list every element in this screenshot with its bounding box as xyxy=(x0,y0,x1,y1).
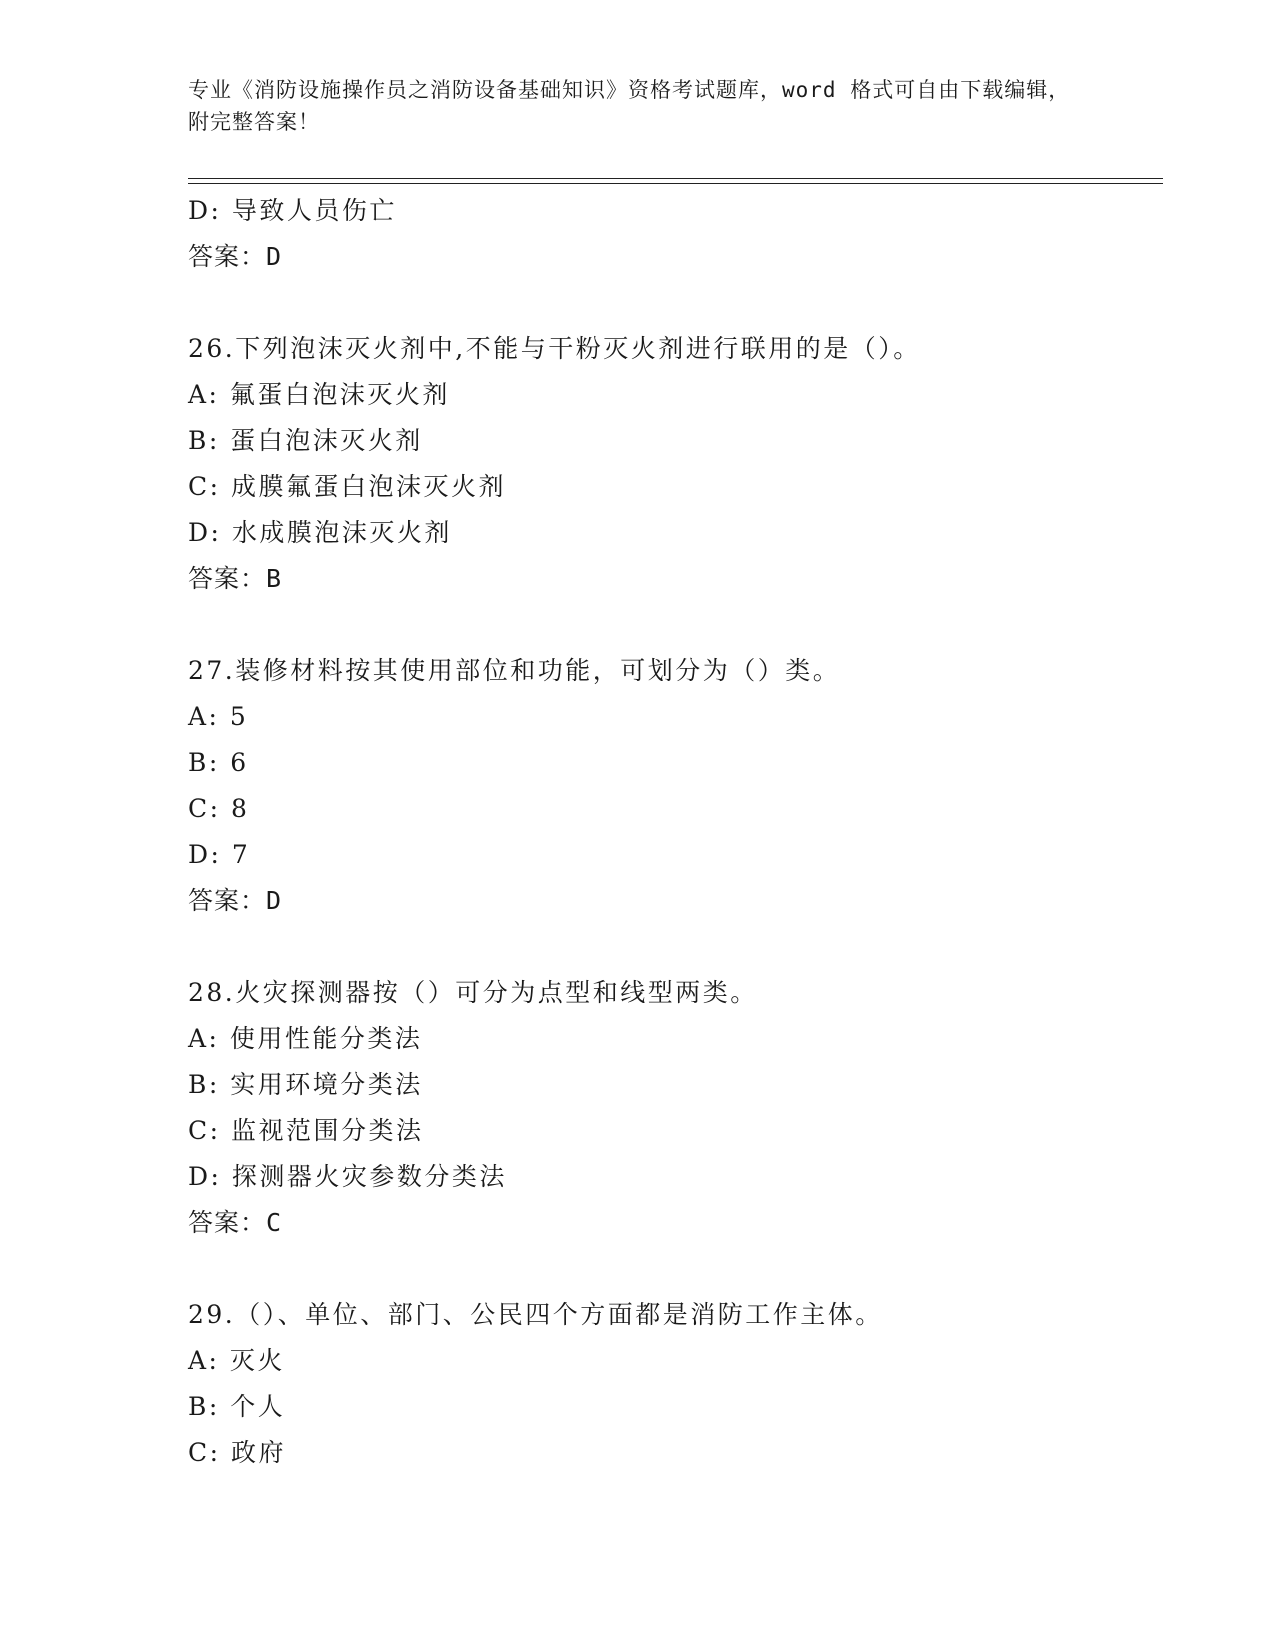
option-c: C: 8 xyxy=(188,794,250,823)
document-body xyxy=(188,188,1188,1476)
answer-line xyxy=(188,1200,1188,1246)
option-a: A: 使用性能分类法 xyxy=(188,1024,423,1053)
question-29 xyxy=(188,1292,1188,1476)
spacer xyxy=(188,280,1188,326)
answer-value: C xyxy=(266,1208,283,1237)
option-b: B: 实用环境分类法 xyxy=(188,1070,423,1099)
option-c: C: 成膜氟蛋白泡沫灭火剂 xyxy=(188,472,506,501)
question-stem: 26.下列泡沫灭火剂中,不能与干粉灭火剂进行联用的是（）。 xyxy=(188,334,921,363)
header-rule-top xyxy=(188,178,1163,179)
question-27 xyxy=(188,648,1188,924)
answer-label: 答案： xyxy=(188,1208,267,1237)
answer-value: D xyxy=(266,242,283,271)
answer-label: 答案： xyxy=(188,242,267,271)
question-stem: 29.（）、单位、部门、公民四个方面都是消防工作主体。 xyxy=(188,1300,883,1329)
answer-line xyxy=(188,234,1188,280)
option-a: A: 氟蛋白泡沫灭火剂 xyxy=(188,380,450,409)
option-d: D: 7 xyxy=(188,840,251,869)
answer-label: 答案： xyxy=(188,886,267,915)
spacer xyxy=(188,924,1188,970)
spacer xyxy=(188,602,1188,648)
option-b: B: 蛋白泡沫灭火剂 xyxy=(188,426,423,455)
option-d: D: 导致人员伤亡 xyxy=(188,196,397,225)
spacer xyxy=(188,1246,1188,1292)
option-d: D: 探测器火灾参数分类法 xyxy=(188,1162,507,1191)
answer-line xyxy=(188,556,1188,602)
question-28 xyxy=(188,970,1188,1246)
header-rule-bottom xyxy=(188,183,1163,184)
question-26 xyxy=(188,326,1188,602)
answer-value: B xyxy=(266,564,283,593)
option-a: A: 5 xyxy=(188,702,249,731)
answer-value: D xyxy=(266,886,283,915)
option-a: A: 灭火 xyxy=(188,1346,285,1375)
answer-line xyxy=(188,878,1188,924)
option-b: B: 个人 xyxy=(188,1392,286,1421)
question-stem: 28.火灾探测器按（）可分为点型和线型两类。 xyxy=(188,978,758,1007)
question-stem: 27.装修材料按其使用部位和功能，可划分为（）类。 xyxy=(188,656,841,685)
option-c: C: 监视范围分类法 xyxy=(188,1116,424,1145)
document-header: 专业《消防设施操作员之消防设备基础知识》资格考试题库，word 格式可自由下载编辑，附完整答案！ xyxy=(188,78,1071,134)
option-c: C: 政府 xyxy=(188,1438,286,1467)
answer-label: 答案： xyxy=(188,564,267,593)
option-d: D: 水成膜泡沫灭火剂 xyxy=(188,518,452,547)
question-25-tail xyxy=(188,188,1188,280)
option-b: B: 6 xyxy=(188,748,249,777)
